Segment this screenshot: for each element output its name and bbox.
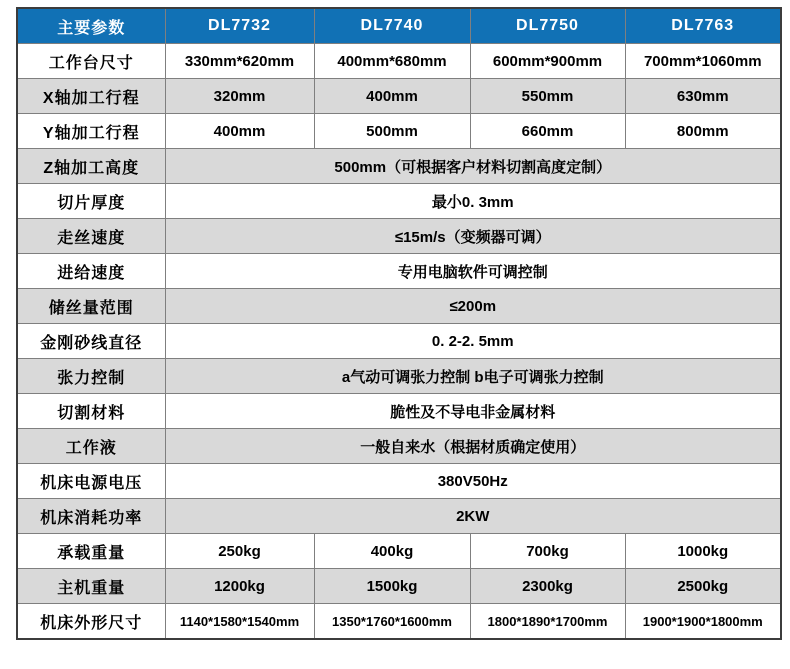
value-cell: 400mm*680mm: [314, 44, 470, 79]
header-cell-param-label: 主要参数: [17, 8, 165, 44]
row-label: 承载重量: [17, 534, 165, 569]
value-cell: 2300kg: [470, 569, 625, 604]
merged-value-cell: 脆性及不导电非金属材料: [165, 394, 781, 429]
merged-value-cell: ≤200m: [165, 289, 781, 324]
merged-value-cell: ≤15m/s（变频器可调）: [165, 219, 781, 254]
table-row: [17, 44, 781, 79]
value-cell: 1800*1890*1700mm: [470, 604, 625, 640]
value-cell: 1000kg: [625, 534, 781, 569]
value-cell: 630mm: [625, 79, 781, 114]
row-label: 切割材料: [17, 394, 165, 429]
value-cell: 320mm: [165, 79, 314, 114]
row-label: 机床外形尺寸: [17, 604, 165, 640]
value-cell: 1500kg: [314, 569, 470, 604]
value-cell: 250kg: [165, 534, 314, 569]
table-row: [17, 254, 781, 289]
header-cell-model: DL7750: [470, 8, 625, 44]
value-cell: 600mm*900mm: [470, 44, 625, 79]
value-cell: 330mm*620mm: [165, 44, 314, 79]
row-label: X轴加工行程: [17, 79, 165, 114]
header-cell-model: DL7732: [165, 8, 314, 44]
header-cell-model: DL7763: [625, 8, 781, 44]
value-cell: 1900*1900*1800mm: [625, 604, 781, 640]
table-row: [17, 324, 781, 359]
table-row: [17, 534, 781, 569]
row-label: 主机重量: [17, 569, 165, 604]
table-row: [17, 114, 781, 149]
table-row: [17, 604, 781, 640]
row-label: 金刚砂线直径: [17, 324, 165, 359]
value-cell: 1140*1580*1540mm: [165, 604, 314, 640]
header-cell-model: DL7740: [314, 8, 470, 44]
value-cell: 500mm: [314, 114, 470, 149]
merged-value-cell: 一般自来水（根据材质确定使用）: [165, 429, 781, 464]
merged-value-cell: 0. 2-2. 5mm: [165, 324, 781, 359]
value-cell: 1200kg: [165, 569, 314, 604]
header-row: [17, 8, 781, 44]
row-label: Y轴加工行程: [17, 114, 165, 149]
row-label: 工作液: [17, 429, 165, 464]
spec-table: [16, 7, 782, 640]
value-cell: 400kg: [314, 534, 470, 569]
row-label: 张力控制: [17, 359, 165, 394]
merged-value-cell: 380V50Hz: [165, 464, 781, 499]
table-row: [17, 569, 781, 604]
merged-value-cell: a气动可调张力控制 b电子可调张力控制: [165, 359, 781, 394]
merged-value-cell: 最小0. 3mm: [165, 184, 781, 219]
table-row: [17, 79, 781, 114]
table-row: [17, 149, 781, 184]
table-row: [17, 464, 781, 499]
value-cell: 1350*1760*1600mm: [314, 604, 470, 640]
value-cell: 700mm*1060mm: [625, 44, 781, 79]
table-row: [17, 394, 781, 429]
row-label: 进给速度: [17, 254, 165, 289]
value-cell: 550mm: [470, 79, 625, 114]
row-label: 机床电源电压: [17, 464, 165, 499]
value-cell: 2500kg: [625, 569, 781, 604]
table-row: [17, 289, 781, 324]
row-label: 机床消耗功率: [17, 499, 165, 534]
value-cell: 400mm: [165, 114, 314, 149]
row-label: Z轴加工高度: [17, 149, 165, 184]
value-cell: 660mm: [470, 114, 625, 149]
table-row: [17, 219, 781, 254]
merged-value-cell: 专用电脑软件可调控制: [165, 254, 781, 289]
table-row: [17, 359, 781, 394]
value-cell: 800mm: [625, 114, 781, 149]
row-label: 切片厚度: [17, 184, 165, 219]
table-row: [17, 429, 781, 464]
table-row: [17, 499, 781, 534]
row-label: 工作台尺寸: [17, 44, 165, 79]
row-label: 走丝速度: [17, 219, 165, 254]
row-label: 储丝量范围: [17, 289, 165, 324]
value-cell: 700kg: [470, 534, 625, 569]
table-row: [17, 184, 781, 219]
merged-value-cell: 2KW: [165, 499, 781, 534]
value-cell: 400mm: [314, 79, 470, 114]
merged-value-cell: 500mm（可根据客户材料切割高度定制）: [165, 149, 781, 184]
